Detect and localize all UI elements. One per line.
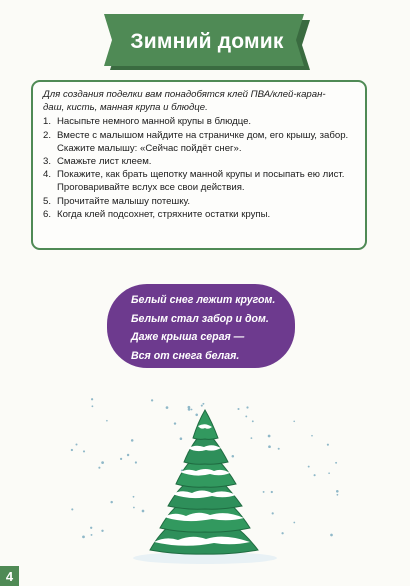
poem-line: Белый снег лежит кругом.	[131, 294, 276, 306]
step-number: 5.	[43, 195, 52, 207]
snow-dot	[82, 536, 85, 539]
step-item	[43, 155, 357, 168]
steps-list	[43, 115, 357, 221]
snow-dot	[314, 474, 316, 476]
intro-line: даш, кисть, манная крупа и блюдце.	[43, 102, 208, 114]
snow-dot	[272, 512, 274, 514]
snow-dot	[142, 510, 145, 513]
snow-scene	[0, 392, 410, 566]
snow-dot	[263, 491, 265, 493]
snow-dot	[336, 490, 339, 493]
snow-dot	[98, 467, 100, 469]
step-text: Скажите малышу: «Сейчас пойдёт снег».	[57, 142, 242, 154]
step-text: Проговаривайте вслух все свои действия.	[57, 182, 245, 194]
snow-dot	[335, 462, 337, 464]
snow-dot	[135, 461, 137, 463]
snow-dot	[110, 501, 112, 503]
snow-dot	[101, 530, 103, 532]
snow-dot	[271, 491, 273, 493]
snow-dot	[237, 408, 239, 410]
snow-dot	[281, 532, 283, 534]
snow-dot	[166, 406, 169, 409]
snow-dot	[202, 403, 204, 405]
snow-dot	[91, 405, 93, 407]
step-item	[43, 208, 357, 221]
snow-dot	[201, 405, 203, 407]
snow-dot	[151, 399, 153, 401]
snow-dot	[133, 496, 135, 498]
snow-dot	[120, 458, 122, 460]
snow-dot	[278, 448, 280, 450]
poem-line: Вся от снега белая.	[131, 349, 240, 362]
step-text: Когда клей подсохнет, стряхните остатки крупы.	[57, 208, 271, 220]
snow-dot	[91, 534, 93, 536]
snow-dot	[245, 415, 247, 417]
snow-dot	[330, 534, 333, 537]
fir-tree-icon	[133, 410, 277, 564]
snow-dot	[71, 508, 73, 510]
snow-dot	[191, 409, 193, 411]
instructions-intro	[43, 88, 357, 114]
step-number: 3.	[43, 156, 52, 168]
snow-dot	[308, 466, 310, 468]
snow-dot	[133, 507, 135, 509]
snow-dot	[90, 527, 92, 529]
snow-dot	[251, 437, 253, 439]
snow-dot	[268, 445, 271, 448]
snow-dot	[91, 398, 93, 400]
step-item	[43, 195, 357, 208]
step-item	[43, 168, 357, 194]
snow-dot	[131, 439, 134, 442]
snow-dot	[252, 420, 254, 422]
instructions-box	[31, 80, 367, 250]
poem-line: Белым стал забор и дом.	[131, 312, 269, 325]
snow-dot	[75, 443, 77, 445]
step-number: 2.	[43, 129, 52, 141]
page-title: Зимний домик	[130, 30, 284, 53]
step-item	[43, 129, 357, 155]
page-number: 4	[0, 566, 19, 586]
snow-dot	[337, 494, 339, 496]
snow-dot	[174, 422, 176, 424]
snow-dot	[293, 420, 295, 422]
step-text: Смажьте лист клеем.	[57, 156, 152, 168]
step-text: Насыпьте немного манной крупы в блюдце.	[57, 116, 252, 128]
step-text: Покажите, как брать щепотку манной крупы и посыпать ею лист.	[57, 169, 345, 181]
snow-dot	[327, 444, 329, 446]
snow-dot	[195, 414, 198, 417]
intro-line: Для создания поделки вам понадобятся клей ПВА/клей-каран-	[43, 89, 326, 100]
snow-dot	[83, 450, 85, 452]
step-item	[43, 115, 357, 128]
snow-dot	[293, 522, 295, 524]
snow-dot	[246, 406, 248, 408]
snow-dot	[311, 435, 313, 437]
snow-dot	[106, 420, 108, 422]
snow-dot	[127, 454, 129, 456]
step-text: Вместе с малышом найдите на страничке дом, его крышу, забор.	[57, 129, 349, 141]
title-banner	[104, 14, 310, 70]
snow-dot	[188, 406, 191, 409]
snow-dot	[268, 435, 271, 438]
step-text: Прочитайте малышу потешку.	[57, 195, 191, 207]
snow-dot	[180, 437, 183, 440]
snow-dot	[232, 455, 235, 458]
poem-line: Даже крыша серая —	[131, 331, 245, 344]
step-number: 4.	[43, 169, 52, 181]
poem-bubble	[107, 284, 295, 368]
step-number: 1.	[43, 116, 52, 128]
snow-dot	[71, 449, 73, 451]
step-number: 6.	[43, 208, 52, 220]
snow-dot	[328, 472, 330, 474]
snow-dot	[101, 461, 104, 464]
